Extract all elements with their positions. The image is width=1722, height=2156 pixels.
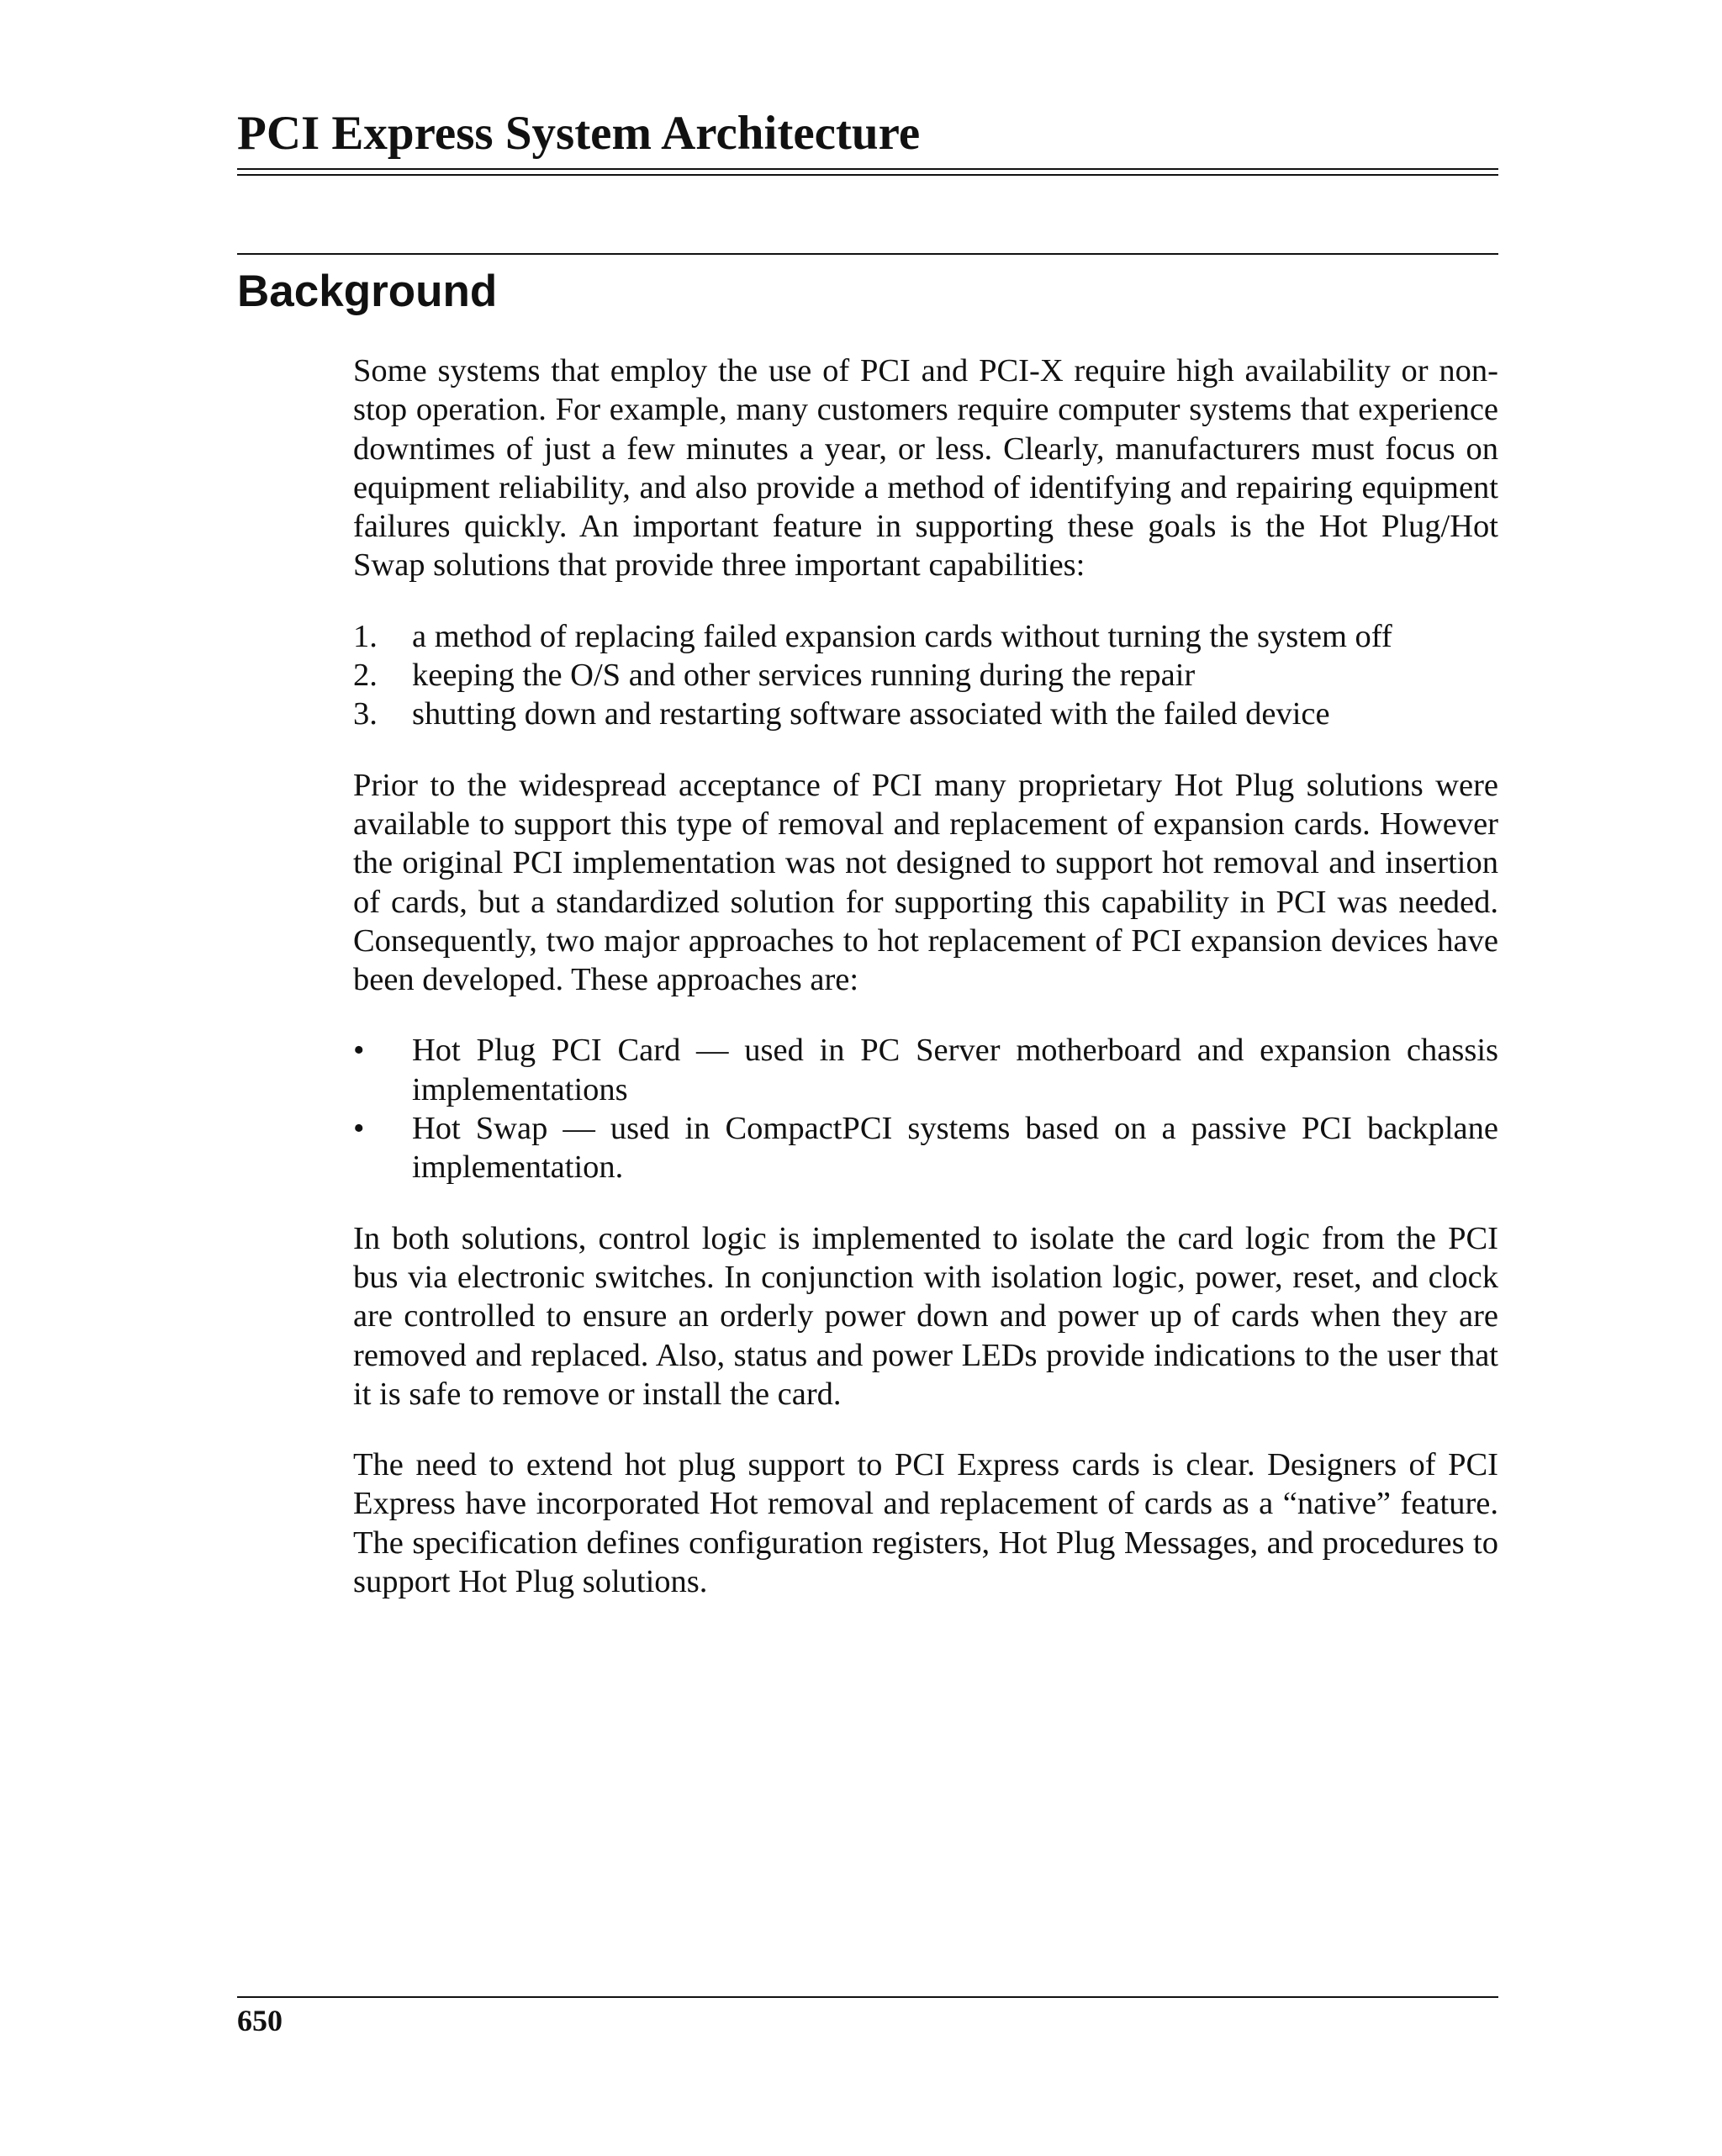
header-double-rule bbox=[237, 168, 1498, 176]
list-number: 2. bbox=[353, 658, 378, 694]
list-item bbox=[353, 1031, 1498, 1109]
bullet-icon: • bbox=[353, 1111, 365, 1147]
list-item-text: a method of replacing failed expansion cards without turning the system off bbox=[412, 618, 1392, 654]
paragraph-solutions: In both solutions, control logic is implemented to isolate the card logic from the PCI bus via electronic switches. In conjunction with isolation logic, power, reset, and clock are controlled to ensure an orderly power down and power up of cards when they are removed and replaced. Also, status and power LEDs provide indications to the user that it is safe to remove or install the card. bbox=[353, 1220, 1498, 1412]
list-number: 1. bbox=[353, 618, 378, 654]
footer-rule bbox=[237, 1996, 1498, 1998]
list-item bbox=[353, 656, 1498, 695]
list-number: 3. bbox=[353, 696, 378, 732]
list-item-text: shutting down and restarting software associated with the failed device bbox=[412, 696, 1330, 732]
book-title: PCI Express System Architecture bbox=[237, 107, 921, 160]
bullet-icon: • bbox=[353, 1033, 365, 1069]
running-header bbox=[237, 104, 1498, 163]
paragraph-approaches: Prior to the widespread acceptance of PCI many proprietary Hot Plug solutions were available to support this type of removal and replacement of expansion cards. However the original PCI implementation was not designed to support hot removal and insertion of cards, but a standardized solution for supporting this capability in PCI was needed. Consequently, two major approaches to hot replacement of PCI expansion devices have been developed. These approaches are: bbox=[353, 767, 1498, 998]
list-item bbox=[353, 617, 1498, 656]
body-content bbox=[353, 351, 1498, 1633]
page-number: 650 bbox=[237, 2004, 283, 2037]
section-rule bbox=[237, 253, 1498, 255]
list-item-text: keeping the O/S and other services running during the repair bbox=[412, 658, 1196, 694]
list-item bbox=[353, 1109, 1498, 1187]
list-item-text: Hot Plug PCI Card — used in PC Server motherboard and expansion chassis implementations bbox=[412, 1033, 1498, 1107]
list-item-text: Hot Swap — used in CompactPCI systems based on a passive PCI backplane implementation. bbox=[412, 1111, 1498, 1186]
capabilities-list bbox=[353, 617, 1498, 734]
list-item bbox=[353, 695, 1498, 733]
paragraph-pci-express: The need to extend hot plug support to PCI Express cards is clear. Designers of PCI Express have incorporated Hot removal and replacement of cards as a “native” feature. The specification defines configuration registers, Hot Plug Messages, and procedures to support Hot Plug solutions. bbox=[353, 1447, 1498, 1600]
section-heading: Background bbox=[237, 267, 498, 316]
paragraph-intro: Some systems that employ the use of PCI and PCI-X require high availability or non-stop operation. For example, many customers require computer systems that experience downtimes of just a few minutes a year, or less. Clearly, manufacturers must focus on equipment reliability, and also provide a method of identifying and repairing equipment failures quickly. An important feature in supporting these goals is the Hot Plug/Hot Swap solutions that provide three important capabilities: bbox=[353, 353, 1498, 584]
approaches-list bbox=[353, 1031, 1498, 1186]
